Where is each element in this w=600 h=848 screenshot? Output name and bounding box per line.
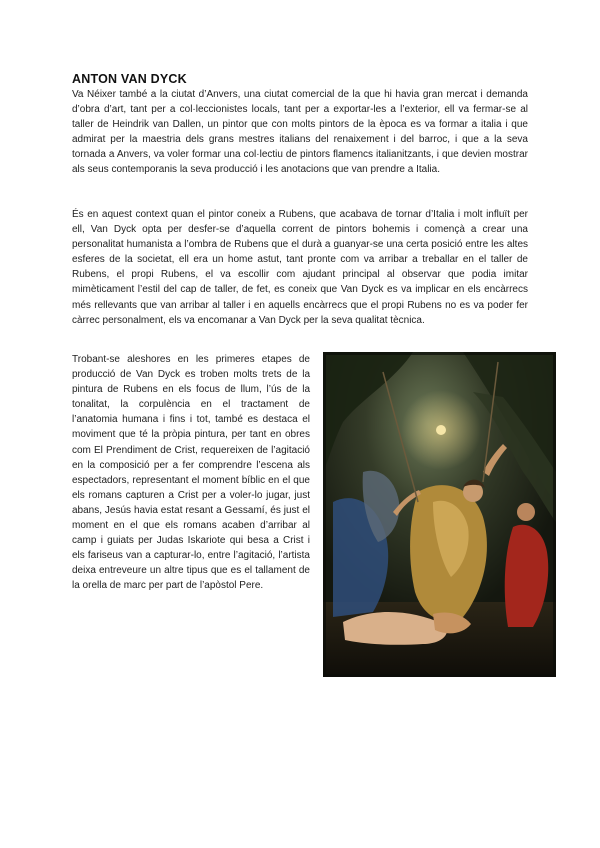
page-title: ANTON VAN DYCK	[72, 72, 187, 86]
painting-image	[323, 352, 556, 677]
painting-illustration	[323, 352, 556, 677]
paragraph-2: És en aquest context quan el pintor coneix a Rubens, que acabava de tornar d’Italia i molt influït per ell, Van Dyck opta per desfer-se d’aquella corrent de pintors bohemis i començà a crear una personalitat humanista a l’ombra de Rubens que el durà a guanyar-se una certa posició entre les altes esferes de la societat, ell era un home astut, tant pronte com va arribar a treballar en el taller de Rubens, el propi Rubens, el va escollir com ajudant principal al observar que podia imitar mimèticament l’estil del cap de taller, de fet, es coneix que Van Dyck es va implicar en els encàrrecs més rellevants que van arribar al taller i en aquells encàrrecs que el propi Rubens no es va poder fer càrrec personalment, els va encomanar a Van Dyck per la seva qualitat tècnica.	[72, 209, 528, 326]
paragraph-1: Va Néixer també a la ciutat d’Anvers, una ciutat comercial de la que hi havia gran mercat i demanda d’obra d’art, tant per a col·leccionistes locals, tant per a exportar-les a l’exterior, ell va fermar-se al taller de Heindrik van Dallen, un pintor que con molts pintors de la època es va formar a italia i que admirat per la maestria dels grans mestres italians del renaixement i del barroc, i que a la seva tornada a Anvers, va voler formar una col·lectiu de pintors flamencs italianitzants, i que devien mostrar als seus contemporanis la seva producció i les anotacions que van prendre a Italia.	[72, 89, 528, 176]
torch-flame	[436, 425, 446, 435]
figure-right-head	[517, 503, 535, 521]
paragraph-3: Trobant-se aleshores en les primeres etapes de producció de Van Dyck es troben molts trets de la pintura de Rubens en els focus de llum, l’ús de la tonalitat, la corpulència en el tractament de l’anatomia humana i fins i tot, també es destaca el moviment que té la pròpia pintura, per tant en obres com El Prendiment de Crist, requereixen de l’agitació en la composició per a fer comprendre l’escena als espectadors, representant el moment bíblic en el que els romans capturen a Crist per a voler-lo jugar, just abans, Jesús havia estat resant a Gessamí, és just el moment en el que els romans acaben d’arribar al camp i guiats per Judas Iskariote qui besa a Crist i els fariseus van a capturar-lo, entre l’agitació, l’artista deixa entreveure un altre tipus que es el tallament de la orella de marc per part de l’apòstol Pere.	[72, 354, 310, 592]
